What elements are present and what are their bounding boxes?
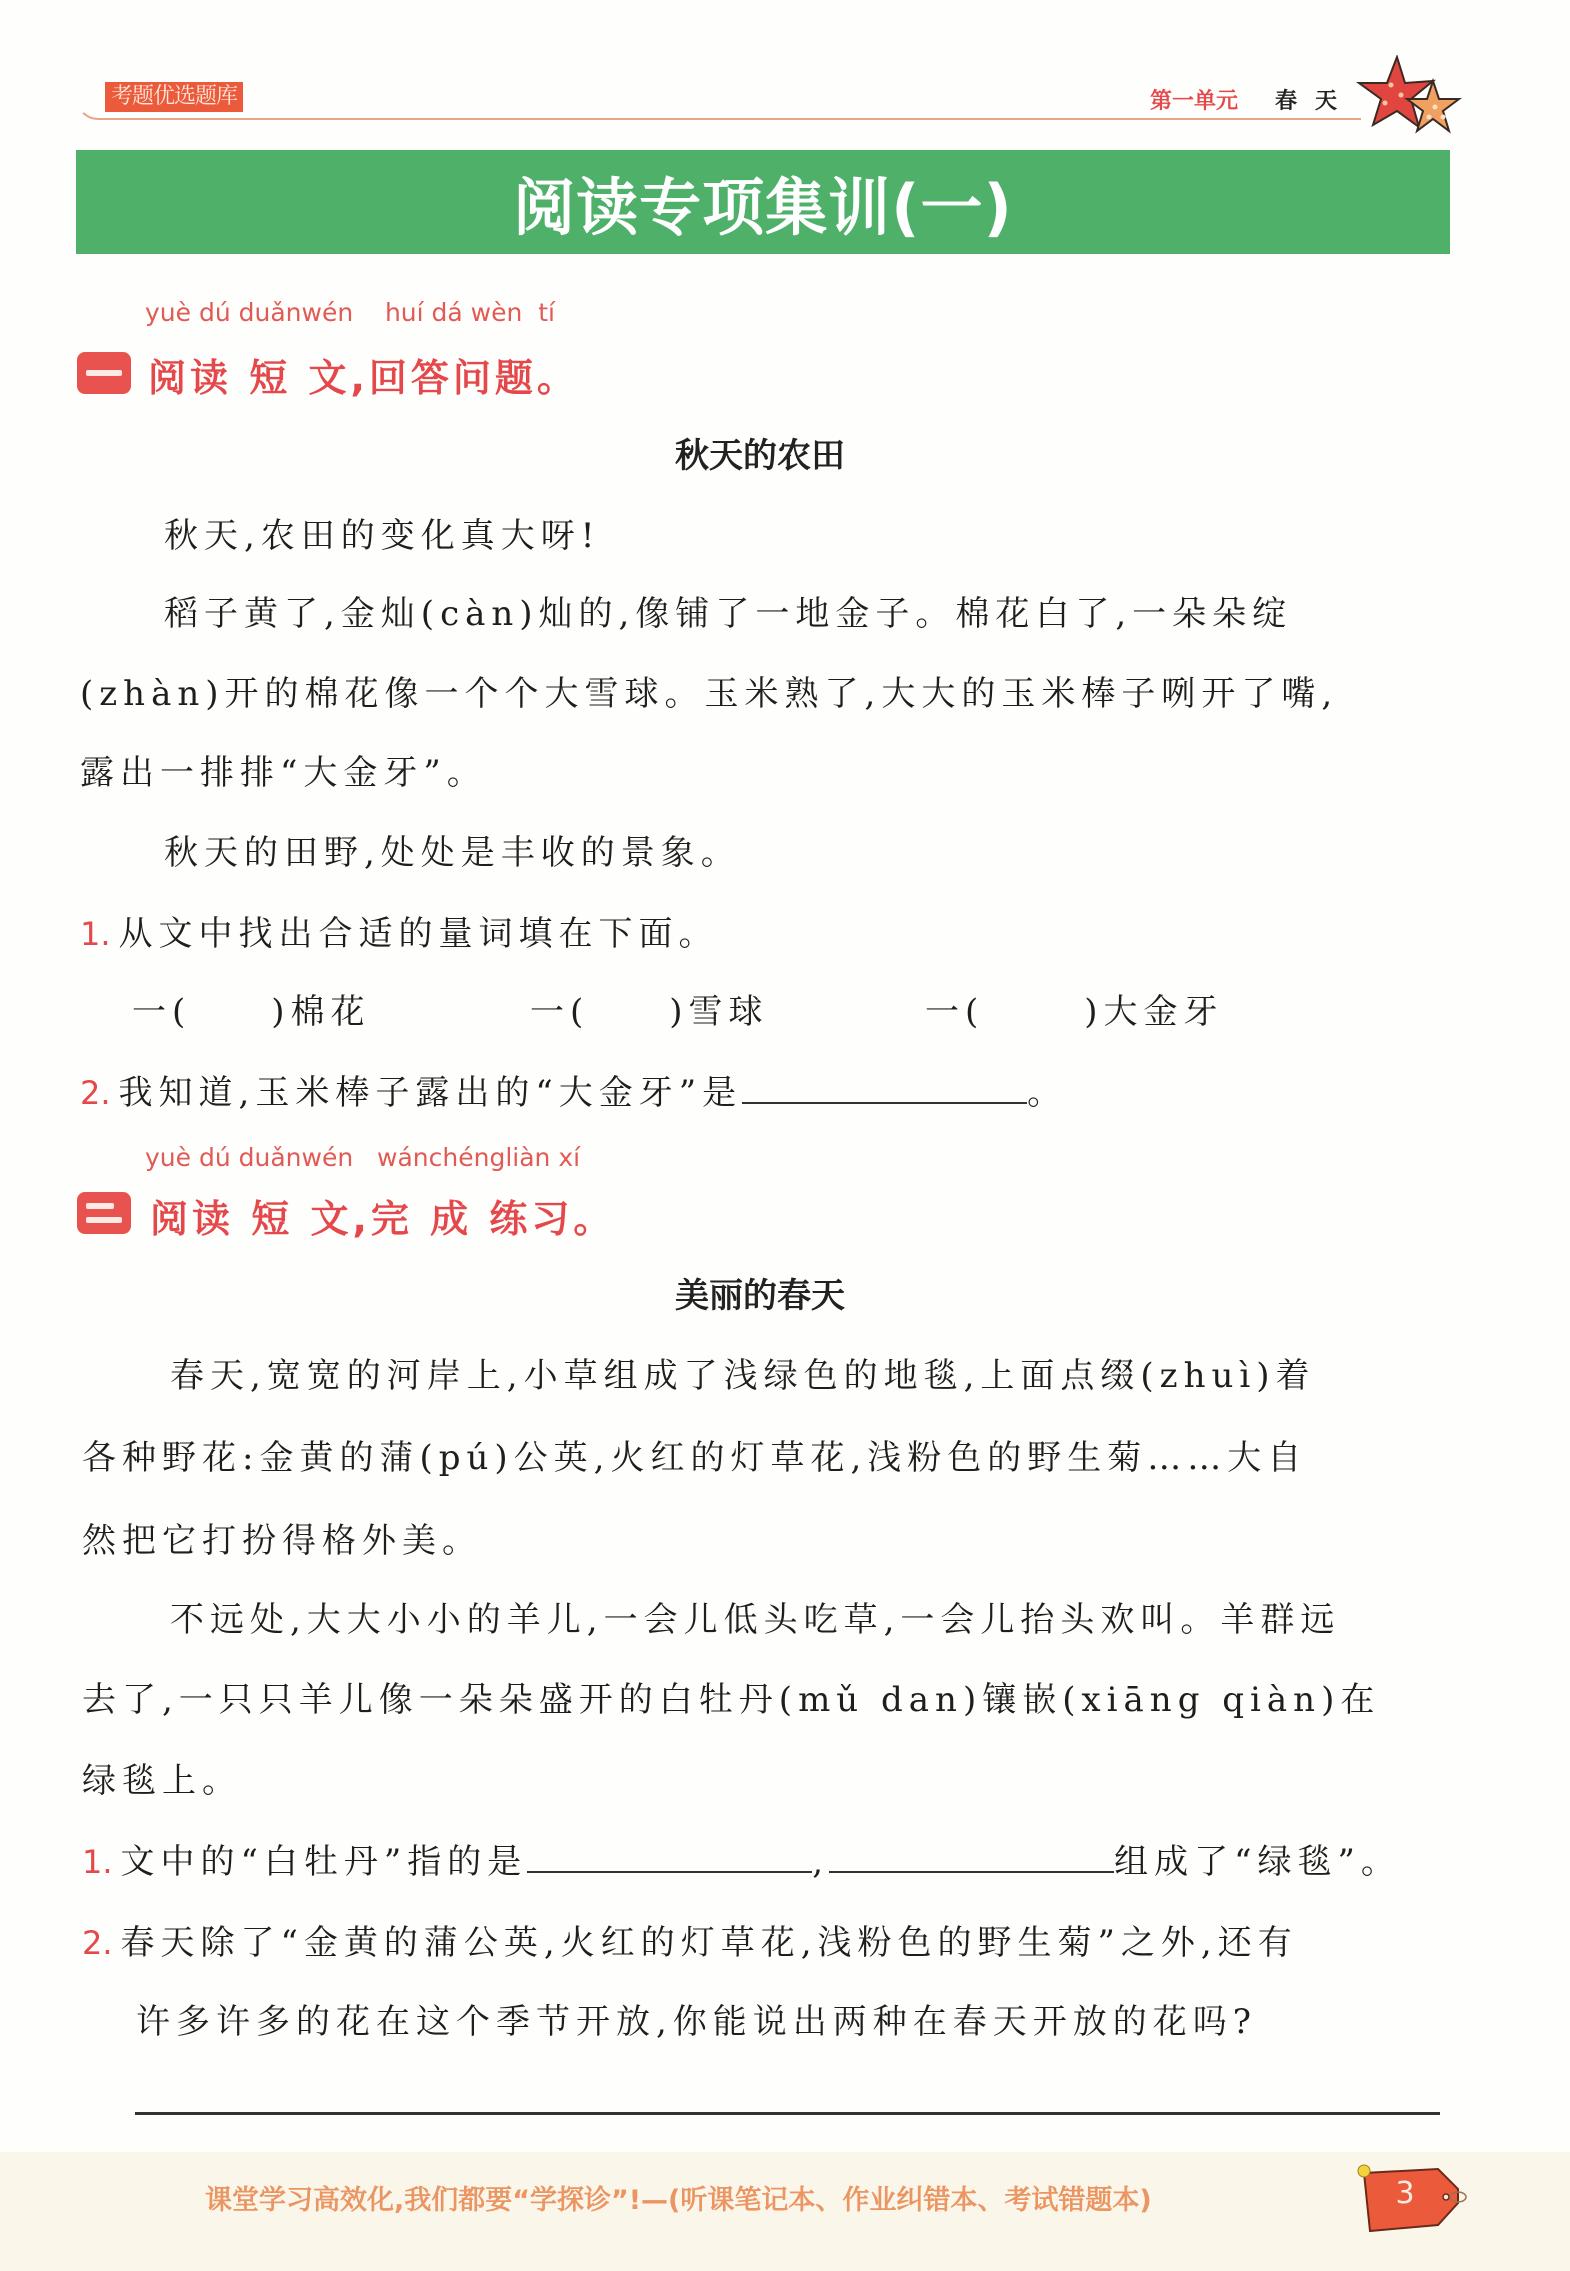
topic-label: 春天 bbox=[1275, 88, 1356, 114]
section-2-marker-glyph bbox=[86, 1203, 122, 1223]
question-2-1 bbox=[82, 1834, 1401, 1883]
blank-suffix: )棉花 bbox=[271, 992, 371, 1032]
blank-suffix: )雪球 bbox=[669, 992, 769, 1032]
section-2-marker bbox=[77, 1192, 131, 1234]
section-2-heading: 阅读 短 文,完 成 练习。 bbox=[150, 1197, 616, 1241]
fill-blank-1[interactable] bbox=[132, 984, 371, 1033]
question-text-middle: , bbox=[812, 1842, 830, 1882]
question-text: 文中的“白牡丹”指的是 bbox=[120, 1842, 528, 1882]
unit-label: 第一单元 bbox=[1150, 89, 1239, 114]
answer-blank-1[interactable] bbox=[527, 1843, 812, 1873]
question-number: 1. bbox=[82, 1843, 113, 1881]
fill-blank-2[interactable] bbox=[530, 984, 769, 1033]
header-tag: 考题优选题库 bbox=[105, 82, 243, 112]
blank-suffix: )大金牙 bbox=[1084, 992, 1224, 1032]
section-1-marker-glyph bbox=[86, 370, 122, 376]
footer-slogan: 课堂学习高效化,我们都要“学探诊”!—(听课笔记本、作业纠错本、考试错题本) bbox=[205, 2185, 1152, 2216]
blank-prefix: 一( bbox=[530, 992, 590, 1032]
fill-blank-3[interactable] bbox=[925, 984, 1224, 1033]
passage-2-line-1: 春天,宽宽的河岸上,小草组成了浅绿色的地毯,上面点缀(zhuì)着 bbox=[170, 1356, 1316, 1396]
passage-1-title: 秋天的农田 bbox=[675, 436, 845, 476]
section-2-pinyin: yuè dú duǎnwén wánchéngliàn xí bbox=[145, 1143, 581, 1172]
passage-2-line-3: 然把它打扮得格外美。 bbox=[82, 1521, 482, 1561]
passage-1-line-1: 秋天,农田的变化真大呀! bbox=[164, 516, 601, 556]
passage-2-line-6: 绿毯上。 bbox=[82, 1761, 242, 1801]
section-1-heading: 阅读 短 文,回答问题。 bbox=[148, 356, 579, 400]
answer-blank[interactable] bbox=[742, 1074, 1027, 1104]
question-number: 1. bbox=[80, 915, 111, 953]
passage-1-line-2: 稻子黄了,金灿(càn)灿的,像铺了一地金子。棉花白了,一朵朵绽 bbox=[164, 594, 1293, 634]
question-1-1 bbox=[80, 906, 719, 955]
answer-blank-2[interactable] bbox=[829, 1843, 1114, 1873]
passage-2-line-4: 不远处,大大小小的羊儿,一会儿低头吃草,一会儿抬头欢叫。羊群远 bbox=[170, 1600, 1341, 1640]
passage-1-line-3: (zhàn)开的棉花像一个个大雪球。玉米熟了,大大的玉米棒子咧开了嘴, bbox=[80, 674, 1339, 714]
stars-icon bbox=[1355, 55, 1465, 140]
passage-2-title: 美丽的春天 bbox=[675, 1276, 845, 1316]
question-text: 我知道,玉米棒子露出的“大金牙”是 bbox=[118, 1073, 743, 1113]
question-number: 2. bbox=[82, 1924, 113, 1962]
passage-1-line-4: 露出一排排“大金牙”。 bbox=[80, 753, 487, 793]
page-number: 3 bbox=[1395, 2176, 1415, 2211]
passage-2-line-5: 去了,一只只羊儿像一朵朵盛开的白牡丹(mǔ dan)镶嵌(xiāng qiàn)在 bbox=[82, 1680, 1381, 1720]
blank-prefix: 一( bbox=[132, 992, 192, 1032]
passage-2-line-2: 各种野花:金黄的蒲(pú)公英,火红的灯草花,浅粉色的野生菊……大自 bbox=[82, 1438, 1308, 1478]
question-text: 从文中找出合适的量词填在下面。 bbox=[118, 914, 719, 954]
page-title: 阅读专项集训(一) bbox=[513, 170, 1013, 244]
blank-prefix: 一( bbox=[925, 992, 985, 1032]
section-1-marker bbox=[77, 352, 131, 394]
section-1-pinyin: yuè dú duǎnwén huí dá wèn tí bbox=[145, 298, 555, 327]
question-2-2-line-2: 许多许多的花在这个季节开放,你能说出两种在春天开放的花吗? bbox=[136, 2002, 1258, 2042]
passage-1-line-5: 秋天的田野,处处是丰收的景象。 bbox=[164, 833, 741, 873]
title-banner bbox=[76, 150, 1450, 254]
question-text-end: 组成了“绿毯”。 bbox=[1114, 1842, 1401, 1882]
answer-line[interactable] bbox=[135, 2112, 1440, 2115]
question-text-end: 。 bbox=[1027, 1073, 1068, 1113]
question-1-2 bbox=[80, 1065, 1067, 1114]
question-text: 春天除了“金黄的蒲公英,火红的灯草花,浅粉色的野生菊”之外,还有 bbox=[120, 1923, 1298, 1963]
question-number: 2. bbox=[80, 1074, 111, 1112]
question-2-2 bbox=[82, 1915, 1298, 1964]
